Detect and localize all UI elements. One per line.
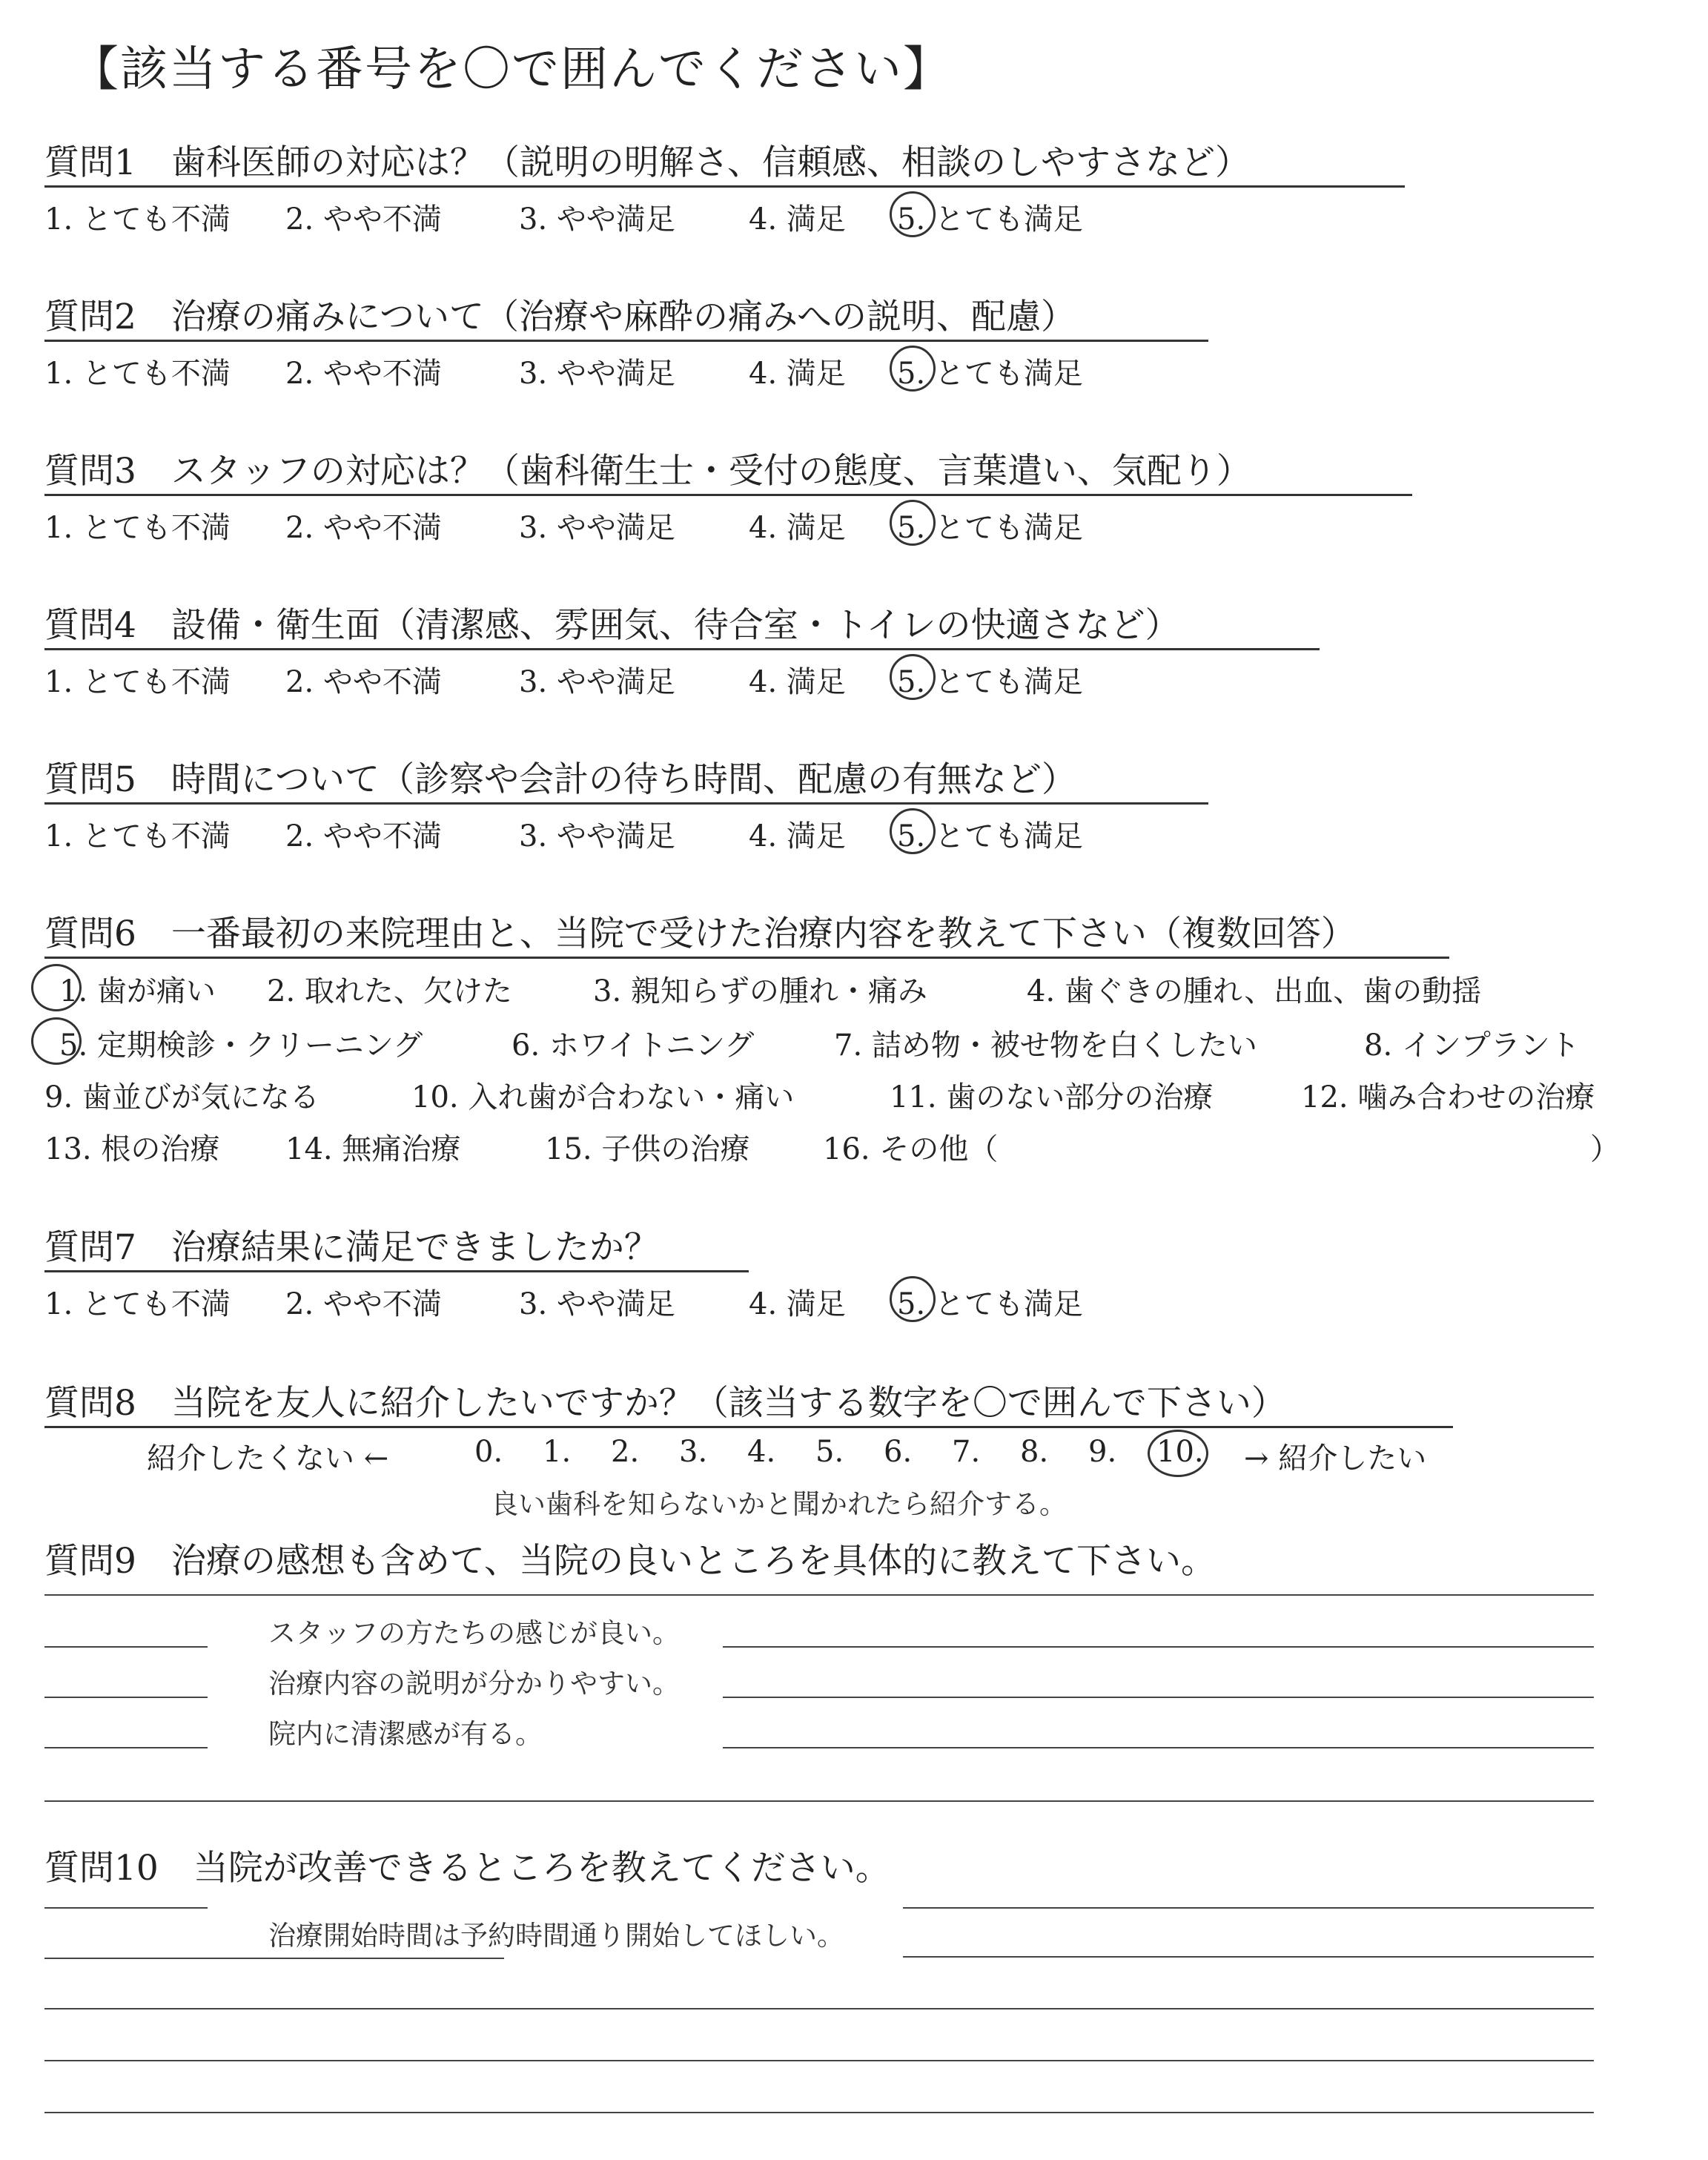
- nps-option-9[interactable]: 9.: [1088, 1435, 1117, 1469]
- q3-selected-circle: [890, 500, 936, 546]
- q6-selected-circle-5: [31, 1017, 82, 1065]
- q10-line-right: [903, 1907, 1594, 1909]
- q9-line-right: [723, 1646, 1594, 1648]
- q6-option[interactable]: 9. 歯並びが気になる: [44, 1080, 320, 1114]
- q9-line-left: [44, 1747, 208, 1748]
- question-2-label: 質問2 治療の痛みについて（治療や麻酔の痛みへの説明、配慮）: [44, 297, 1076, 337]
- nps-selected-circle: [1148, 1430, 1208, 1477]
- q9-line-left: [44, 1646, 208, 1648]
- q3-option-2[interactable]: 2. やや不満: [285, 511, 442, 545]
- q10-line: [44, 2112, 1594, 2113]
- q6-option[interactable]: 5. 定期検診・クリーニング: [59, 1028, 423, 1063]
- q9-line-right: [723, 1747, 1594, 1748]
- q7-option-3[interactable]: 3. やや満足: [519, 1287, 675, 1321]
- question-8-underline: [44, 1426, 1453, 1428]
- q1-option-1[interactable]: 1. とても不満: [44, 202, 231, 237]
- nps-option-6[interactable]: 6.: [884, 1435, 913, 1469]
- q7-option-1[interactable]: 1. とても不満: [44, 1287, 231, 1321]
- q6-option[interactable]: 3. 親知らずの腫れ・痛み: [593, 974, 927, 1008]
- q6-option[interactable]: 16. その他（: [823, 1132, 999, 1166]
- nps-option-4[interactable]: 4.: [747, 1435, 776, 1469]
- question-1-label: 質問1 歯科医師の対応は？（説明の明解さ、信頼感、相談のしやすさなど）: [44, 142, 1251, 183]
- q2-option-1[interactable]: 1. とても不満: [44, 357, 231, 391]
- q4-selected-circle: [890, 654, 936, 700]
- q2-selected-circle: [890, 346, 936, 392]
- question-8-label: 質問8 当院を友人に紹介したいですか？（該当する数字を〇で囲んで下さい）: [44, 1383, 1286, 1424]
- q4-option-5[interactable]: 5. とても満足: [897, 665, 1083, 699]
- question-5-underline: [44, 802, 1208, 805]
- q6-option[interactable]: ）: [1590, 1132, 1620, 1166]
- question-2-underline: [44, 340, 1208, 342]
- q1-option-5[interactable]: 5. とても満足: [897, 202, 1083, 237]
- question-3-label: 質問3 スタッフの対応は？（歯科衛生士・受付の態度、言葉遣い、気配り）: [44, 451, 1251, 492]
- q9-line: [44, 1594, 1594, 1596]
- q6-option[interactable]: 11. 歯のない部分の治療: [890, 1080, 1214, 1114]
- question-7-label: 質問7 治療結果に満足できましたか？: [44, 1227, 659, 1268]
- q6-option[interactable]: 7. 詰め物・被せ物を白くしたい: [834, 1028, 1257, 1063]
- q2-option-5[interactable]: 5. とても満足: [897, 357, 1083, 391]
- q5-option-3[interactable]: 3. やや満足: [519, 819, 675, 853]
- q1-selected-circle: [890, 191, 936, 237]
- q7-option-4[interactable]: 4. 満足: [749, 1287, 846, 1321]
- q10-line: [44, 2008, 1594, 2009]
- q10-line-left: [44, 1958, 504, 1959]
- question-6-label: 質問6 一番最初の来院理由と、当院で受けた治療内容を教えて下さい（複数回答）: [44, 914, 1356, 954]
- q8-comment: 良い歯科を知らないかと聞かれたら紹介する。: [491, 1488, 1067, 1520]
- q2-option-4[interactable]: 4. 満足: [749, 357, 846, 391]
- nps-option-1[interactable]: 1.: [543, 1435, 572, 1469]
- q5-selected-circle: [890, 808, 936, 854]
- q9-answer-2: 治療内容の説明が分かりやすい。: [268, 1668, 680, 1700]
- q6-option[interactable]: 6. ホワイトニング: [512, 1028, 755, 1063]
- question-5-label: 質問5 時間について（診察や会計の待ち時間、配慮の有無など）: [44, 759, 1076, 800]
- q9-line: [44, 1800, 1594, 1802]
- q6-option[interactable]: 15. 子供の治療: [545, 1132, 750, 1166]
- q3-option-4[interactable]: 4. 満足: [749, 511, 846, 545]
- nps-option-2[interactable]: 2.: [611, 1435, 640, 1469]
- q6-option[interactable]: 14. 無痛治療: [285, 1132, 461, 1166]
- scale-right-label: → 紹介したい: [1244, 1441, 1427, 1476]
- q10-line: [44, 2060, 1594, 2061]
- q6-option[interactable]: 12. 噛み合わせの治療: [1301, 1080, 1595, 1114]
- nps-option-3[interactable]: 3.: [679, 1435, 708, 1469]
- q6-option[interactable]: 13. 根の治療: [44, 1132, 220, 1166]
- q4-option-2[interactable]: 2. やや不満: [285, 665, 442, 699]
- question-10-label: 質問10 当院が改善できるところを教えてください。: [44, 1848, 890, 1889]
- nps-option-8[interactable]: 8.: [1020, 1435, 1049, 1469]
- nps-option-7[interactable]: 7.: [952, 1435, 981, 1469]
- q6-option[interactable]: 1. 歯が痛い: [59, 974, 216, 1008]
- q1-option-2[interactable]: 2. やや不満: [285, 202, 442, 237]
- q4-option-1[interactable]: 1. とても不満: [44, 665, 231, 699]
- q6-option[interactable]: 4. 歯ぐきの腫れ、出血、歯の動揺: [1027, 974, 1482, 1008]
- q10-answer-1: 治療開始時間は予約時間通り開始してほしい。: [268, 1920, 844, 1952]
- question-4-label: 質問4 設備・衛生面（清潔感、雰囲気、待合室・トイレの快適さなど）: [44, 605, 1180, 646]
- q9-line-right: [723, 1697, 1594, 1698]
- question-4-underline: [44, 648, 1320, 650]
- q6-selected-circle-1: [31, 964, 82, 1011]
- q7-selected-circle: [890, 1276, 936, 1322]
- q10-line-left: [44, 1907, 208, 1909]
- q7-option-5[interactable]: 5. とても満足: [897, 1287, 1083, 1321]
- q3-option-5[interactable]: 5. とても満足: [897, 511, 1083, 545]
- q10-line-right: [903, 1956, 1594, 1958]
- q1-option-3[interactable]: 3. やや満足: [519, 202, 675, 237]
- page-title: 【該当する番号を〇で囲んでください】: [71, 42, 952, 97]
- q9-answer-1: スタッフの方たちの感じが良い。: [268, 1617, 680, 1649]
- q4-option-3[interactable]: 3. やや満足: [519, 665, 675, 699]
- question-1-underline: [44, 185, 1405, 188]
- q6-option[interactable]: 8. インプラント: [1364, 1028, 1580, 1063]
- q3-option-3[interactable]: 3. やや満足: [519, 511, 675, 545]
- nps-option-5[interactable]: 5.: [815, 1435, 844, 1469]
- q2-option-2[interactable]: 2. やや不満: [285, 357, 442, 391]
- q5-option-1[interactable]: 1. とても不満: [44, 819, 231, 853]
- q5-option-5[interactable]: 5. とても満足: [897, 819, 1083, 853]
- q4-option-4[interactable]: 4. 満足: [749, 665, 846, 699]
- q9-line-left: [44, 1697, 208, 1698]
- q2-option-3[interactable]: 3. やや満足: [519, 357, 675, 391]
- q3-option-1[interactable]: 1. とても不満: [44, 511, 231, 545]
- q6-option[interactable]: 10. 入れ歯が合わない・痛い: [411, 1080, 795, 1114]
- nps-option-0[interactable]: 0.: [474, 1435, 503, 1469]
- q6-option[interactable]: 2. 取れた、欠けた: [267, 974, 512, 1008]
- q5-option-2[interactable]: 2. やや不満: [285, 819, 442, 853]
- question-9-label: 質問9 治療の感想も含めて、当院の良いところを具体的に教えて下さい。: [44, 1541, 1216, 1582]
- question-3-underline: [44, 494, 1412, 496]
- q1-option-4[interactable]: 4. 満足: [749, 202, 846, 237]
- question-6-underline: [44, 957, 1449, 959]
- q5-option-4[interactable]: 4. 満足: [749, 819, 846, 853]
- question-7-underline: [44, 1270, 749, 1272]
- scale-left-label: 紹介したくない ←: [147, 1441, 389, 1476]
- q9-answer-3: 院内に清潔感が有る。: [268, 1718, 543, 1750]
- nps-option-10[interactable]: 10.: [1156, 1435, 1204, 1469]
- q7-option-2[interactable]: 2. やや不満: [285, 1287, 442, 1321]
